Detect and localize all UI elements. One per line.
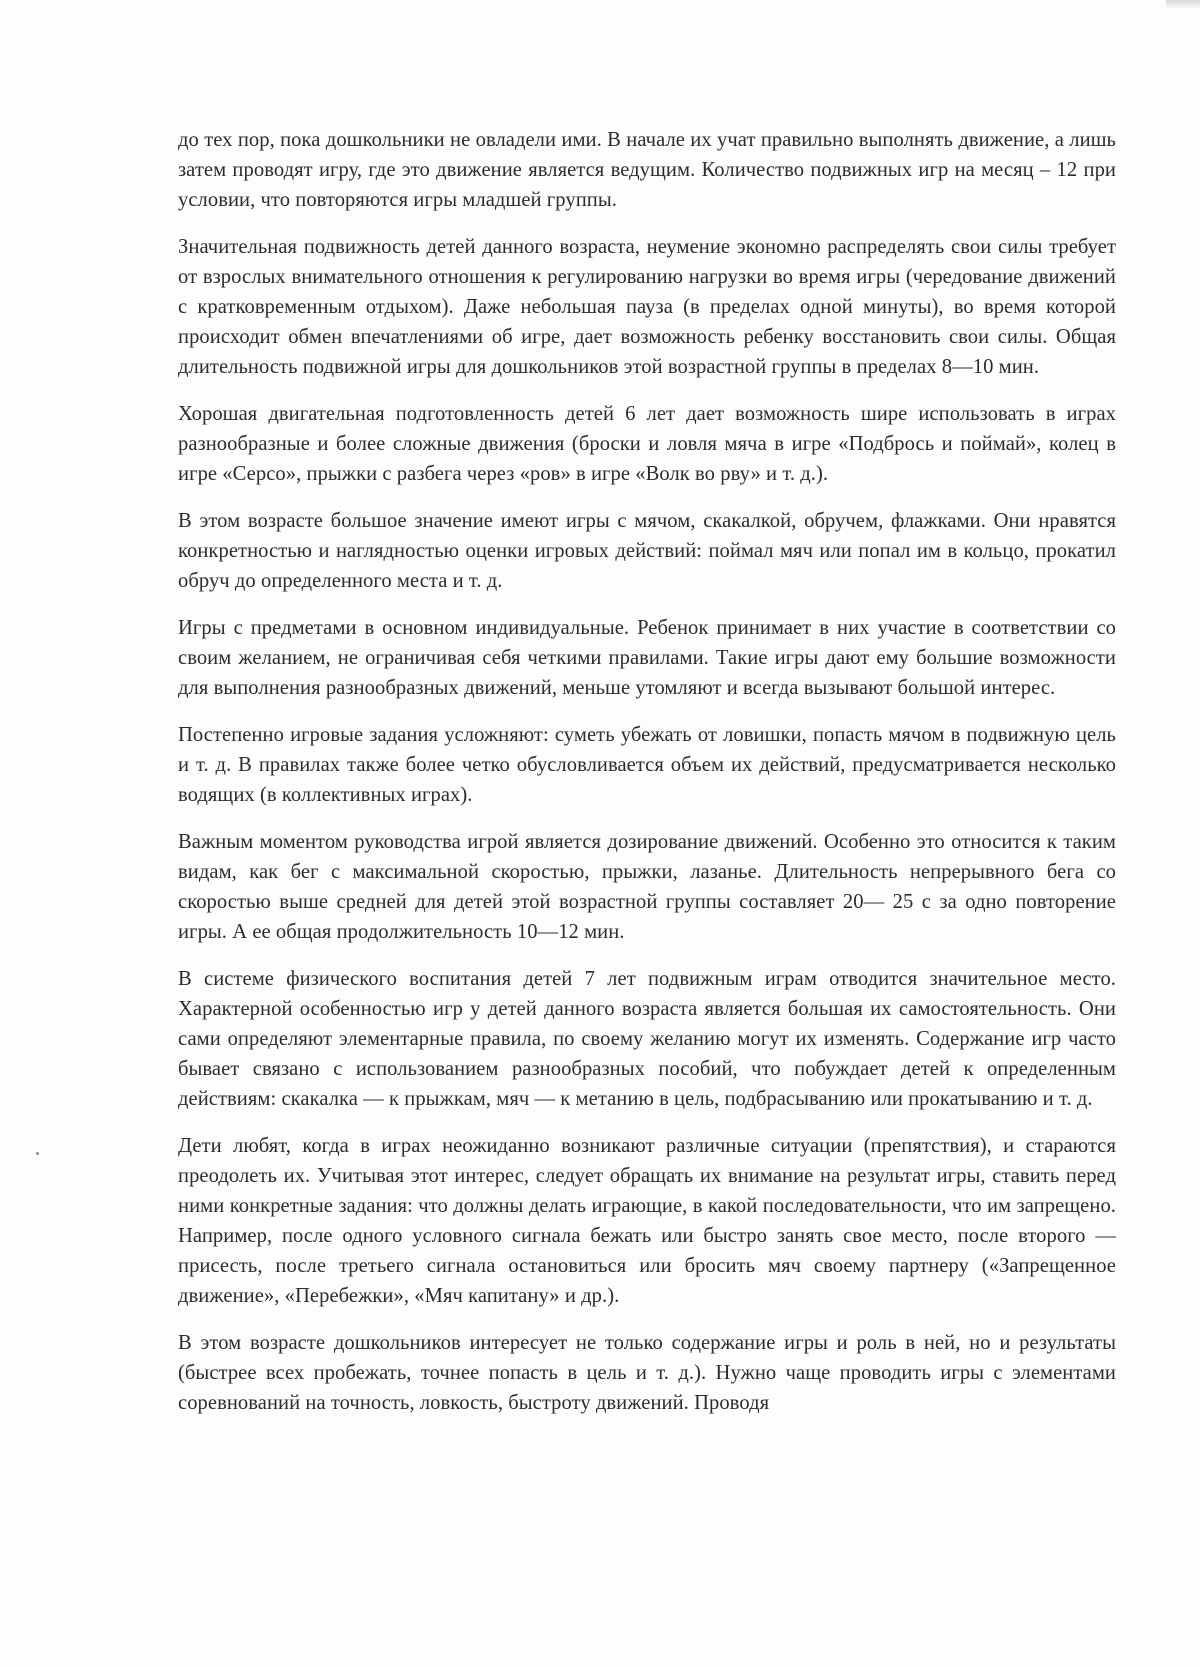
- paragraph-5: Игры с предметами в основном индивидуальные. Ребенок принимает в них участие в соответствии со своим желанием, не ограничивая себя четкими правилами. Такие игры дают ему большие возможности для выполнения разнообразных движений, меньше утомляют и всегда вызывают большой интерес.: [178, 617, 1116, 699]
- scan-dust-mark: [36, 1152, 39, 1155]
- paragraph-7: Важным моментом руководства игрой является дозирование движений. Особенно это относится к таким видам, как бег с максимальной скоростью, прыжки, лазанье. Длительность непрерывного бега со скоростью выше средней для детей этой возрастной группы составляет 20— 25 с за одно повторение игры. А ее общая продолжительность 10—12 мин.: [178, 831, 1116, 943]
- scan-edge-shadow: [1166, 0, 1200, 8]
- paragraph-3: Хорошая двигательная подготовленность детей 6 лет дает возможность шире использовать в играх разнообразные и более сложные движения (броски и ловля мяча в игре «Подбрось и поймай», колец в игре «Серсо», прыжки с разбега через «ров» в игре «Волк во рву» и т. д.).: [178, 403, 1116, 485]
- paragraph-2: Значительная подвижность детей данного возраста, неумение экономно распределять свои силы требует от взрослых внимательного отношения к регулированию нагрузки во время игры (чередование движений с кратковременным отдыхом). Даже небольшая пауза (в пределах одной минуты), во время которой происходит обмен впечатлениями об игре, дает возможность ребенку восстановить свои силы. Общая длительность подвижной игры для дошкольников этой возрастной группы в пределах 8—10 мин.: [178, 236, 1116, 378]
- paragraph-4: В этом возрасте большое значение имеют игры с мячом, скакалкой, обручем, флажками. Они нравятся конкретностью и наглядностью оценки игровых действий: поймал мяч или попал им в кольцо, прокатил обруч до определенного места и т. д.: [178, 510, 1116, 592]
- paragraph-6: Постепенно игровые задания усложняют: суметь убежать от ловишки, попасть мячом в подвижную цель и т. д. В правилах также более четко обусловливается объем их действий, предусматривается несколько водящих (в коллективных играх).: [178, 724, 1116, 806]
- paragraph-1: до тех пор, пока дошкольники не овладели ими. В начале их учат правильно выполнять движение, а лишь затем проводят игру, где это движение является ведущим. Количество подвижных игр на месяц – 12 при условии, что повторяются игры младшей группы.: [178, 129, 1116, 211]
- paragraph-9: Дети любят, когда в играх неожиданно возникают различные ситуации (препятствия), и стараются преодолеть их. Учитывая этот интерес, следует обращать их внимание на результат игры, ставить перед ними конкретные задания: что должны делать играющие, в какой последовательности, что им запрещено. Например, после одного условного сигнала бежать или быстро занять свое место, после второго — присесть, после третьего сигнала остановиться или бросить мяч своему партнеру («Запрещенное движение», «Перебежки», «Мяч капитану» и др.).: [178, 1135, 1116, 1307]
- paragraph-8: В системе физического воспитания детей 7 лет подвижным играм отводится значительное место. Характерной особенностью игр у детей данного возраста является большая их самостоятельность. Они сами определяют элементарные правила, по своему желанию могут их изменять. Содержание игр часто бывает связано с использованием разнообразных пособий, что побуждает детей к определенным действиям: скакалка — к прыжкам, мяч — к метанию в цель, подбрасыванию или прокатыванию и т. д.: [178, 968, 1116, 1110]
- document-body: [178, 125, 1116, 1435]
- paragraph-10: В этом возрасте дошкольников интересует не только содержание игры и роль в ней, но и результаты (быстрее всех пробежать, точнее попасть в цель и т. д.). Нужно чаще проводить игры с элементами соревнований на точность, ловкость, быстроту движений. Проводя: [178, 1332, 1116, 1414]
